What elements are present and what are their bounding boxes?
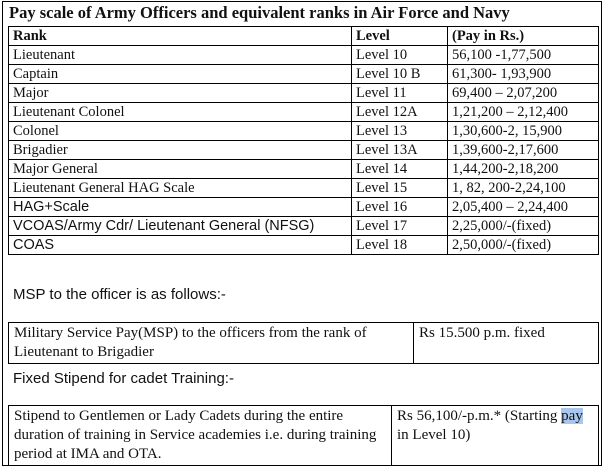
stipend-intro: Fixed Stipend for cadet Training:- xyxy=(13,370,234,387)
page-title: Pay scale of Army Officers and equivalent ranks in Air Force and Navy xyxy=(9,3,510,22)
level-cell: Level 13 xyxy=(352,122,448,141)
pay-cell: 2,25,000/-(fixed) xyxy=(448,217,599,236)
rank-cell: VCOAS/Army Cdr/ Lieutenant General (NFSG) xyxy=(9,217,352,236)
rank-cell: Major General xyxy=(9,160,352,179)
msp-intro: MSP to the officer is as follows:- xyxy=(13,286,226,303)
pay-cell: 61,300- 1,93,900 xyxy=(448,65,599,84)
level-cell: Level 13A xyxy=(352,141,448,160)
rank-cell: Lieutenant General HAG Scale xyxy=(9,179,352,198)
level-cell: Level 14 xyxy=(352,160,448,179)
pay-cell: 2,05,400 – 2,24,400 xyxy=(448,198,599,217)
header-rank: Rank xyxy=(9,27,352,46)
stipend-value-prefix: Rs 56,100/-p.m.* (Starting xyxy=(397,408,562,424)
pay-cell: 1,39,600-2,17,600 xyxy=(448,141,599,160)
pay-cell: 69,400 – 2,07,200 xyxy=(448,84,599,103)
level-cell: Level 18 xyxy=(352,236,448,255)
pay-cell: 1, 82, 200-2,24,100 xyxy=(448,179,599,198)
rank-cell: Lieutenant xyxy=(9,46,352,65)
table-header-row xyxy=(9,27,599,46)
pay-scale-table xyxy=(8,26,599,255)
rank-cell: Colonel xyxy=(9,122,352,141)
table-row xyxy=(9,236,599,255)
table-row xyxy=(9,103,599,122)
msp-description: Military Service Pay(MSP) to the officers from the rank of Lieutenant to Brigadier xyxy=(9,323,414,364)
table-row xyxy=(9,141,599,160)
rank-cell: Major xyxy=(9,84,352,103)
level-cell: Level 11 xyxy=(352,84,448,103)
msp-value: Rs 15.500 p.m. fixed xyxy=(414,323,599,364)
pay-cell: 1,21,200 – 2,12,400 xyxy=(448,103,599,122)
table-row xyxy=(9,65,599,84)
stipend-value-suffix: in Level 10) xyxy=(397,427,471,443)
table-row xyxy=(9,160,599,179)
level-cell: Level 12A xyxy=(352,103,448,122)
pay-cell: 1,44,200-2,18,200 xyxy=(448,160,599,179)
level-cell: Level 16 xyxy=(352,198,448,217)
stipend-value xyxy=(392,406,599,466)
stipend-table xyxy=(8,405,599,466)
table-row xyxy=(9,46,599,65)
header-level: Level xyxy=(352,27,448,46)
table-row xyxy=(9,122,599,141)
stipend-description: Stipend to Gentlemen or Lady Cadets during the entire duration of training in Service academies i.e. during training period at IMA and OTA. xyxy=(9,406,392,466)
level-cell: Level 15 xyxy=(352,179,448,198)
rank-cell: COAS xyxy=(9,236,352,255)
level-cell: Level 10 B xyxy=(352,65,448,84)
table-row xyxy=(9,84,599,103)
table-row xyxy=(9,217,599,236)
rank-cell: Brigadier xyxy=(9,141,352,160)
level-cell: Level 10 xyxy=(352,46,448,65)
rank-cell: Lieutenant Colonel xyxy=(9,103,352,122)
pay-cell: 56,100 -1,77,500 xyxy=(448,46,599,65)
rank-cell: HAG+Scale xyxy=(9,198,352,217)
table-row xyxy=(9,179,599,198)
stipend-row xyxy=(9,406,599,466)
level-cell: Level 17 xyxy=(352,217,448,236)
pay-cell: 2,50,000/-(fixed) xyxy=(448,236,599,255)
table-row xyxy=(9,198,599,217)
msp-row xyxy=(9,323,599,364)
pay-cell: 1,30,600-2, 15,900 xyxy=(448,122,599,141)
stipend-selected-text[interactable]: pay xyxy=(561,408,583,424)
document-frame xyxy=(2,1,602,466)
msp-table xyxy=(8,322,599,364)
rank-cell: Captain xyxy=(9,65,352,84)
header-pay: (Pay in Rs.) xyxy=(448,27,599,46)
